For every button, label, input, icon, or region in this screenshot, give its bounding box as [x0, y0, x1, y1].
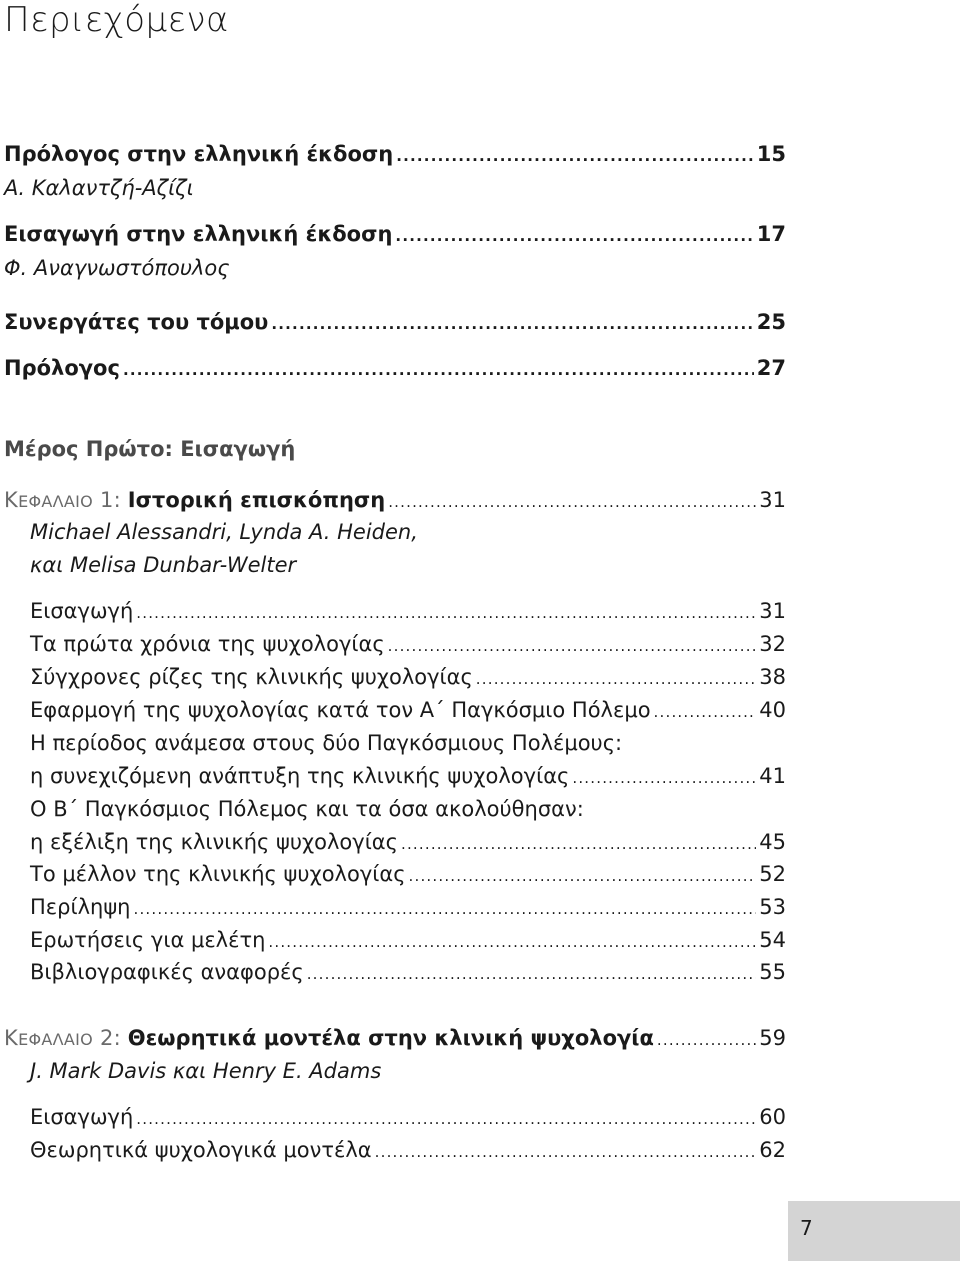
section-title: Σύγχρονες ρίζες της κλινικής ψυχολογίας: [30, 665, 473, 689]
section-title: η συνεχιζόμενη ανάπτυξη της κλινικής ψυχολογίας: [30, 764, 570, 788]
dot-leader: [271, 309, 753, 339]
chapter-label-rest: ΕΦΑΛΑΙΟ: [18, 492, 94, 511]
chapter-page: 59: [759, 1026, 786, 1050]
toc-entry[interactable]: [4, 139, 786, 169]
chapter-authors: J. Mark Davis και Henry E. Adams: [30, 1059, 382, 1083]
chapter-label-initial: Κ: [4, 488, 19, 512]
toc-entry-title: Εισαγωγή στην ελληνική έκδοση: [4, 222, 393, 246]
section-title: Ερωτήσεις για μελέτη: [30, 928, 266, 952]
section-title-line: Ο Β΄ Παγκόσμιος Πόλεμος και τα όσα ακολούθησαν:: [30, 797, 584, 821]
chapter-title: Ιστορική επισκόπηση: [127, 488, 386, 512]
section-page: 54: [759, 928, 786, 952]
dot-leader: [388, 631, 757, 661]
dot-leader: [401, 829, 756, 859]
toc-section[interactable]: [30, 1135, 786, 1165]
chapter-entry[interactable]: [4, 1023, 786, 1053]
chapter-label: [4, 485, 385, 517]
toc-section[interactable]: [30, 1102, 786, 1132]
chapter-label-rest: ΕΦΑΛΑΙΟ: [18, 1030, 94, 1049]
dot-leader: [396, 141, 754, 171]
section-title: Θεωρητικά ψυχολογικά μοντέλα: [30, 1138, 372, 1162]
section-title: Εφαρμογή της ψυχολογίας κατά τον Α΄ Παγκόσμιο Πόλεμο: [30, 698, 651, 722]
section-page: 60: [759, 1105, 786, 1129]
dot-leader: [268, 927, 756, 957]
toc-section[interactable]: [30, 892, 786, 922]
toc-entry[interactable]: [4, 307, 786, 337]
section-title: Το μέλλον της κλινικής ψυχολογίας: [30, 862, 406, 886]
toc-entry-page: 17: [756, 222, 786, 246]
dot-leader: [136, 1104, 756, 1134]
section-page: 53: [759, 895, 786, 919]
dot-leader: [388, 487, 756, 517]
toc-section[interactable]: [30, 629, 786, 659]
chapter-page: 31: [759, 488, 786, 512]
section-title: η εξέλιξη της κλινικής ψυχολογίας: [30, 830, 398, 854]
toc-section[interactable]: [30, 761, 786, 791]
section-title: Εισαγωγή: [30, 599, 134, 623]
toc-section[interactable]: [30, 925, 786, 955]
dot-leader: [136, 598, 756, 628]
chapter-authors: και Melisa Dunbar-Welter: [30, 553, 297, 577]
section-page: 41: [759, 764, 786, 788]
toc-entry-title: Συνεργάτες του τόμου: [4, 310, 269, 334]
dot-leader: [657, 1025, 756, 1055]
dot-leader: [395, 221, 753, 251]
dot-leader: [123, 355, 754, 385]
section-page: 40: [759, 698, 786, 722]
dot-leader: [409, 861, 757, 891]
toc-section[interactable]: [30, 957, 786, 987]
page-number: 7: [800, 1216, 813, 1240]
section-title: Περίληψη: [30, 895, 131, 919]
toc-section[interactable]: [30, 695, 786, 725]
section-title: Βιβλιογραφικές αναφορές: [30, 960, 304, 984]
chapter-label: [4, 1023, 654, 1055]
dot-leader: [572, 763, 756, 793]
toc-entry-title: Πρόλογος: [4, 356, 120, 380]
chapter-title: Θεωρητικά μοντέλα στην κλινική ψυχολογία: [127, 1026, 654, 1050]
toc-entry-author: Φ. Αναγνωστόπουλος: [4, 256, 230, 280]
toc-section[interactable]: [30, 859, 786, 889]
dot-leader: [654, 697, 757, 727]
toc-entry-page: 25: [756, 310, 786, 334]
toc-entry-author: Α. Καλαντζή-Αζίζι: [4, 176, 194, 200]
section-page: 62: [759, 1138, 786, 1162]
section-page: 45: [759, 830, 786, 854]
dot-leader: [476, 664, 756, 694]
toc-section[interactable]: [30, 596, 786, 626]
page-title: Περιεχόμενα: [4, 0, 229, 40]
dot-leader: [133, 894, 756, 924]
section-page: 55: [759, 960, 786, 984]
page-number-box: [788, 1201, 960, 1261]
section-title: Τα πρώτα χρόνια της ψυχολογίας: [30, 632, 385, 656]
section-title-line: Η περίοδος ανάμεσα στους δύο Παγκόσμιους Πολέμους:: [30, 731, 623, 755]
chapter-authors: Michael Alessandri, Lynda A. Heiden,: [30, 520, 418, 544]
part-heading: Μέρος Πρώτο: Εισαγωγή: [4, 437, 296, 461]
chapter-number: 2:: [100, 1026, 122, 1050]
toc-section[interactable]: [30, 827, 786, 857]
dot-leader: [307, 959, 757, 989]
chapter-entry[interactable]: [4, 485, 786, 515]
toc-entry-title: Πρόλογος στην ελληνική έκδοση: [4, 142, 394, 166]
chapter-label-initial: Κ: [4, 1026, 19, 1050]
section-title: Εισαγωγή: [30, 1105, 134, 1129]
chapter-number: 1:: [100, 488, 122, 512]
section-page: 31: [759, 599, 786, 623]
toc-entry[interactable]: [4, 353, 786, 383]
dot-leader: [375, 1137, 757, 1167]
toc-entry-page: 27: [756, 356, 786, 380]
section-page: 32: [759, 632, 786, 656]
section-page: 38: [759, 665, 786, 689]
toc-entry[interactable]: [4, 219, 786, 249]
section-page: 52: [759, 862, 786, 886]
toc-section[interactable]: [30, 662, 786, 692]
toc-entry-page: 15: [756, 142, 786, 166]
